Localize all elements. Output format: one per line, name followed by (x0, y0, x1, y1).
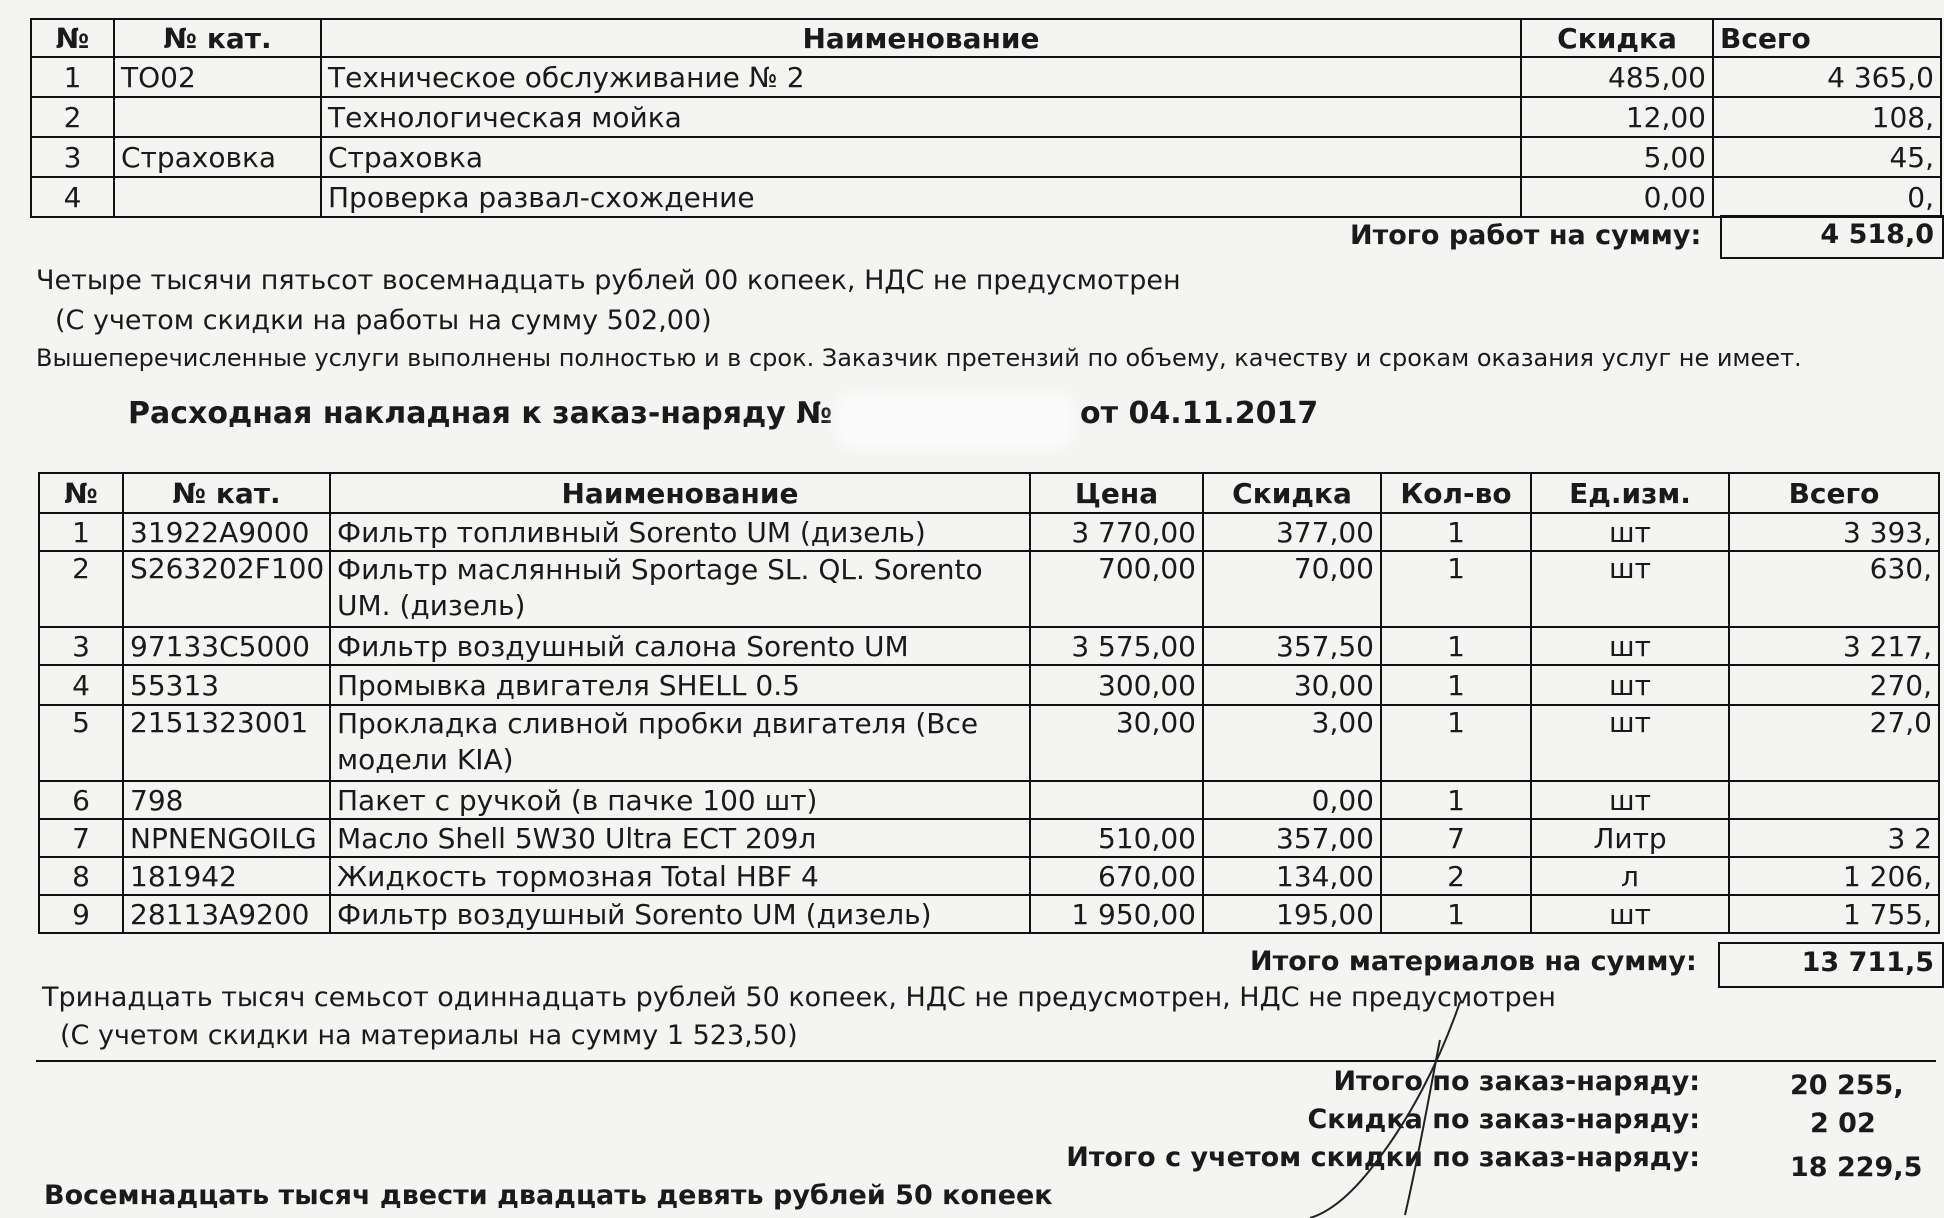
row-name: Прокладка сливной пробки двигателя (Все модели KIA) (330, 705, 1030, 781)
row-total: 27,0 (1729, 705, 1939, 781)
row-number: 3 (39, 627, 123, 665)
works-statement: Вышеперечисленные услуги выполнены полностью и в срок. Заказчик претензий по объему, качеству и срокам оказания услуг не имеет. (36, 344, 1802, 372)
col-header-discount: Скидка (1203, 473, 1381, 513)
row-name: Фильтр воздушный Sorento UM (дизель) (330, 895, 1030, 933)
row-name: Фильтр топливный Sorento UM (дизель) (330, 513, 1030, 551)
row-price: 670,00 (1030, 857, 1203, 895)
final-words: Восемнадцать тысяч двести двадцать девять рублей 50 копеек (44, 1180, 1053, 1211)
row-unit: л (1531, 857, 1729, 895)
works-header-row (31, 19, 1941, 57)
row-cat: Страховка (114, 137, 321, 177)
row-discount: 134,00 (1203, 857, 1381, 895)
row-discount: 357,00 (1203, 819, 1381, 857)
works-sum-words: Четыре тысячи пятьсот восемнадцать рублей 00 копеек, НДС не предусмотрен (36, 265, 1181, 296)
col-header-cat: № кат. (123, 473, 330, 513)
row-name: Страховка (321, 137, 1521, 177)
row-number: 5 (39, 705, 123, 781)
row-qty: 1 (1381, 895, 1531, 933)
row-qty: 7 (1381, 819, 1531, 857)
works-total-label: Итого работ на сумму: (1350, 220, 1702, 251)
row-discount: 195,00 (1203, 895, 1381, 933)
col-header-name: Наименование (321, 19, 1521, 57)
order-total-label: Итого по заказ-наряду: (1333, 1066, 1700, 1097)
materials-header-row (39, 473, 1939, 513)
order-discount-value: 2 02 (1810, 1108, 1876, 1139)
row-unit: шт (1531, 895, 1729, 933)
row-qty: 1 (1381, 627, 1531, 665)
row-total: 3 393, (1729, 513, 1939, 551)
col-header-number: № (39, 473, 123, 513)
row-unit: шт (1531, 627, 1729, 665)
col-header-number: № (31, 19, 114, 57)
row-name: Пакет с ручкой (в пачке 100 шт) (330, 781, 1030, 819)
invoice-title-prefix: Расходная накладная к заказ-наряду № (128, 396, 833, 431)
row-name: Техническое обслуживание № 2 (321, 57, 1521, 97)
row-unit: шт (1531, 551, 1729, 627)
table-row (39, 857, 1939, 895)
row-price: 300,00 (1030, 665, 1203, 705)
row-number: 1 (31, 57, 114, 97)
row-unit: шт (1531, 705, 1729, 781)
row-number: 6 (39, 781, 123, 819)
row-price: 30,00 (1030, 705, 1203, 781)
table-row (39, 895, 1939, 933)
row-discount: 5,00 (1521, 137, 1713, 177)
row-discount: 0,00 (1203, 781, 1381, 819)
row-total: 45, (1713, 137, 1941, 177)
col-header-total: Всего (1729, 473, 1939, 513)
row-discount: 70,00 (1203, 551, 1381, 627)
row-unit: шт (1531, 665, 1729, 705)
table-row (39, 513, 1939, 551)
row-cat: 28113A9200 (123, 895, 330, 933)
row-total: 3 217, (1729, 627, 1939, 665)
row-discount: 357,50 (1203, 627, 1381, 665)
table-row (39, 665, 1939, 705)
materials-total-label: Итого материалов на сумму: (1250, 946, 1697, 977)
row-number: 9 (39, 895, 123, 933)
materials-total-value: 13 711,5 (1801, 947, 1934, 978)
row-unit: шт (1531, 781, 1729, 819)
signature-mark (1290, 1000, 1490, 1218)
col-header-price: Цена (1030, 473, 1203, 513)
materials-table (38, 472, 1940, 934)
order-total-value: 20 255, (1790, 1070, 1904, 1101)
col-header-unit: Ед.изм. (1531, 473, 1729, 513)
row-unit: шт (1531, 513, 1729, 551)
row-name: Масло Shell 5W30 Ultra ECT 209л (330, 819, 1030, 857)
row-total: 1 206, (1729, 857, 1939, 895)
row-price: 1 950,00 (1030, 895, 1203, 933)
row-number: 2 (39, 551, 123, 627)
row-number: 7 (39, 819, 123, 857)
table-row (31, 57, 1941, 97)
row-number: 4 (31, 177, 114, 217)
row-total: 0, (1713, 177, 1941, 217)
row-cat: NPNENGOILG (123, 819, 330, 857)
works-total-value: 4 518,0 (1820, 219, 1934, 250)
col-header-cat: № кат. (114, 19, 321, 57)
col-header-qty: Кол-во (1381, 473, 1531, 513)
row-total: 4 365,0 (1713, 57, 1941, 97)
row-price: 700,00 (1030, 551, 1203, 627)
works-table (30, 18, 1942, 218)
table-row (39, 781, 1939, 819)
row-name: Промывка двигателя SHELL 0.5 (330, 665, 1030, 705)
col-header-discount: Скидка (1521, 19, 1713, 57)
col-header-total: Всего (1713, 19, 1941, 57)
row-cat: 55313 (123, 665, 330, 705)
row-total: 108, (1713, 97, 1941, 137)
row-discount: 30,00 (1203, 665, 1381, 705)
row-qty: 1 (1381, 781, 1531, 819)
row-number: 3 (31, 137, 114, 177)
row-discount: 0,00 (1521, 177, 1713, 217)
table-row (39, 705, 1939, 781)
row-discount: 485,00 (1521, 57, 1713, 97)
row-number: 2 (31, 97, 114, 137)
row-price (1030, 781, 1203, 819)
row-cat: 97133C5000 (123, 627, 330, 665)
row-total: 270, (1729, 665, 1939, 705)
row-price: 3 770,00 (1030, 513, 1203, 551)
table-row (31, 137, 1941, 177)
row-name: Жидкость тормозная Total HBF 4 (330, 857, 1030, 895)
row-cat: 181942 (123, 857, 330, 895)
order-final-label: Итого с учетом скидки по заказ-наряду: (1066, 1142, 1700, 1173)
row-qty: 2 (1381, 857, 1531, 895)
row-price: 3 575,00 (1030, 627, 1203, 665)
invoice-title-date: от 04.11.2017 (1080, 396, 1319, 431)
row-cat: S263202F100 (123, 551, 330, 627)
row-price: 510,00 (1030, 819, 1203, 857)
row-qty: 1 (1381, 513, 1531, 551)
row-unit: Литр (1531, 819, 1729, 857)
materials-total-box (1718, 942, 1944, 988)
row-discount: 3,00 (1203, 705, 1381, 781)
row-cat (114, 177, 321, 217)
table-row (39, 819, 1939, 857)
row-name: Фильтр маслянный Sportage SL. QL. Sorento UM. (дизель) (330, 551, 1030, 627)
table-row (39, 551, 1939, 627)
row-discount: 12,00 (1521, 97, 1713, 137)
works-total-box (1720, 215, 1944, 259)
row-qty: 1 (1381, 551, 1531, 627)
works-discount-note: (С учетом скидки на работы на сумму 502,00) (55, 305, 712, 336)
redacted-order-number (835, 392, 1075, 450)
table-row (31, 177, 1941, 217)
row-total: 630, (1729, 551, 1939, 627)
table-row (31, 97, 1941, 137)
summary-divider (36, 1060, 1936, 1062)
materials-discount-note: (С учетом скидки на материалы на сумму 1 523,50) (60, 1020, 798, 1051)
row-total: 3 2 (1729, 819, 1939, 857)
row-discount: 377,00 (1203, 513, 1381, 551)
row-number: 8 (39, 857, 123, 895)
row-number: 1 (39, 513, 123, 551)
col-header-name: Наименование (330, 473, 1030, 513)
row-cat: ТО02 (114, 57, 321, 97)
table-row (39, 627, 1939, 665)
row-name: Технологическая мойка (321, 97, 1521, 137)
row-cat (114, 97, 321, 137)
order-discount-label: Скидка по заказ-наряду: (1307, 1104, 1700, 1135)
row-cat: 798 (123, 781, 330, 819)
row-total: 1 755, (1729, 895, 1939, 933)
row-cat: 2151323001 (123, 705, 330, 781)
row-qty: 1 (1381, 665, 1531, 705)
materials-sum-words: Тринадцать тысяч семьсот одиннадцать рублей 50 копеек, НДС не предусмотрен, НДС не предусмотрен (42, 982, 1556, 1013)
order-final-value: 18 229,5 (1790, 1152, 1923, 1183)
row-total (1729, 781, 1939, 819)
row-qty: 1 (1381, 705, 1531, 781)
row-cat: 31922A9000 (123, 513, 330, 551)
row-name: Проверка развал-схождение (321, 177, 1521, 217)
row-number: 4 (39, 665, 123, 705)
row-name: Фильтр воздушный салона Sorento UM (330, 627, 1030, 665)
